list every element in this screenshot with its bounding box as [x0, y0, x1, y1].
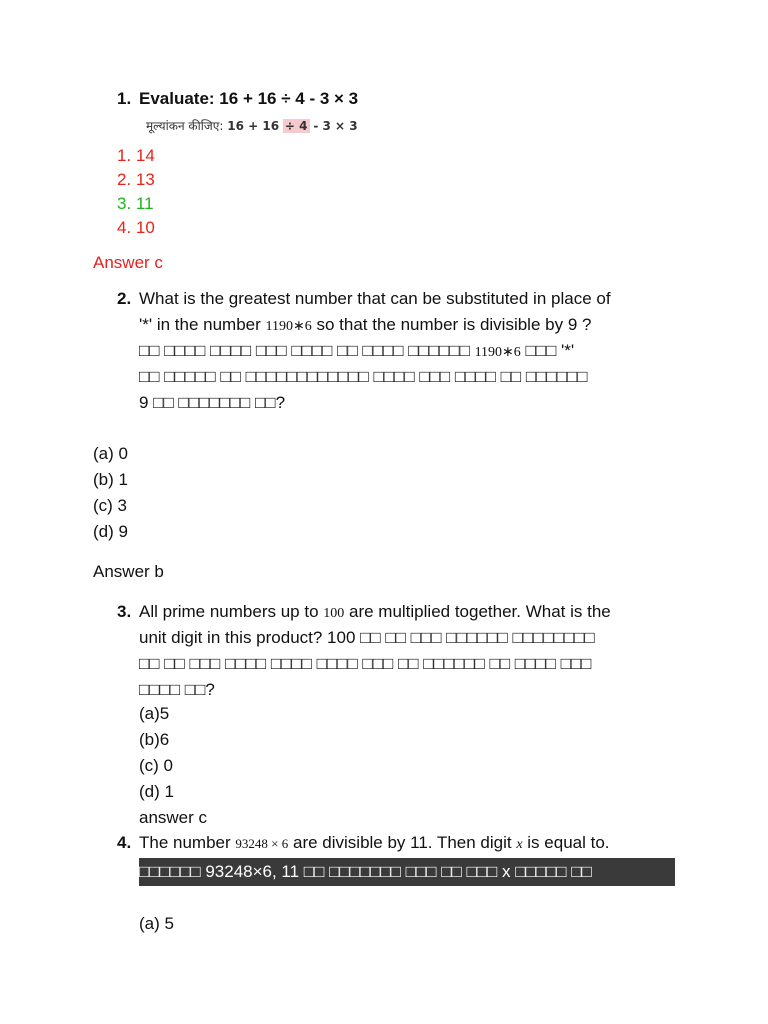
q4-hindi-highlighted: □□□□□□ 93248×6, 11 □□ □□□□□□□ □□□ □□ □□□ x □□□□□ □□: [139, 858, 675, 886]
q4-line1-a: The number: [139, 833, 231, 852]
q3-option-d: (d) 1: [139, 782, 174, 801]
q2-answer: Answer b: [93, 562, 164, 581]
q4-line1: [139, 830, 610, 858]
q3-line1-a: All prime numbers up to: [139, 602, 319, 621]
q4-line1-math: 93248 × 6: [235, 836, 289, 851]
q3-line1: [139, 599, 611, 627]
q2-line2-b: so that the number is divisible by 9 ?: [316, 315, 592, 334]
q3-number: 3.: [117, 602, 132, 621]
q3-option-b: (b)6: [139, 730, 170, 749]
q2-hindi1-b: □□□ '*': [525, 341, 575, 360]
q3-line2: unit digit in this product? 100 □□ □□ □□□ □□□□□□ □□□□□□□□: [139, 628, 595, 647]
q2-option-d: (d) 9: [93, 522, 128, 541]
q1-hindi-image: [146, 117, 358, 135]
q2-line2-math: 1190∗6: [265, 319, 312, 334]
q3-line3: □□ □□ □□□ □□□□ □□□□ □□□□ □□□ □□ □□□□□□ □□ □□□□ □□□: [139, 654, 592, 673]
q3-answer: answer c: [139, 808, 208, 827]
q1-answer: Answer c: [93, 253, 163, 272]
q2-hindi1-a: □□ □□□□ □□□□ □□□ □□□□ □□ □□□□ □□□□□□: [139, 341, 470, 360]
q2-hindi-line1: [139, 338, 574, 366]
q1-option-1: 1. 14: [117, 146, 155, 165]
q2-hindi-line2: □□ □□□□□ □□ □□□□□□□□□□□□ □□□□ □□□ □□□□ □□ □□□□□□: [139, 367, 588, 386]
q1-hindi-expr-a: 16 + 16: [227, 119, 280, 133]
q2-option-c: (c) 3: [93, 496, 127, 515]
q1-number: 1.: [117, 89, 132, 108]
q2-option-a: (a) 0: [93, 444, 128, 463]
q2-hindi-line3: 9 □□ □□□□□□□ □□?: [139, 393, 286, 412]
q3-option-a: (a)5: [139, 704, 170, 723]
q2-hindi1-math: 1190∗6: [474, 345, 521, 360]
q4-line1-x: x: [516, 837, 523, 852]
q4-line1-b: are divisible by 11. Then digit: [292, 833, 512, 852]
q1-option-3: 3. 11: [117, 194, 154, 213]
q4-number: 4.: [117, 833, 132, 852]
q1-hindi-label: मूल्यांकन कीजिए:: [146, 119, 224, 133]
q3-line1-math: 100: [323, 606, 345, 621]
q2-line2: [139, 312, 591, 340]
q1-option-2: 2. 13: [117, 170, 155, 189]
q2-line2-a: '*' in the number: [139, 315, 261, 334]
q1-option-4: 4. 10: [117, 218, 155, 237]
q3-line1-b: are multiplied together. What is the: [349, 602, 611, 621]
q1-question: Evaluate: 16 + 16 ÷ 4 - 3 × 3: [139, 89, 359, 108]
q3-line4: □□□□ □□?: [139, 680, 215, 699]
q4-option-a: (a) 5: [139, 914, 174, 933]
q1-hindi-expr-highlight: ÷ 4: [284, 119, 308, 133]
q1-hindi-expr-c: - 3 × 3: [313, 119, 358, 133]
q3-option-c: (c) 0: [139, 756, 173, 775]
q2-option-b: (b) 1: [93, 470, 128, 489]
q2-number: 2.: [117, 289, 132, 308]
q2-line1: What is the greatest number that can be substituted in place of: [139, 289, 611, 308]
q4-line1-c: is equal to.: [527, 833, 610, 852]
